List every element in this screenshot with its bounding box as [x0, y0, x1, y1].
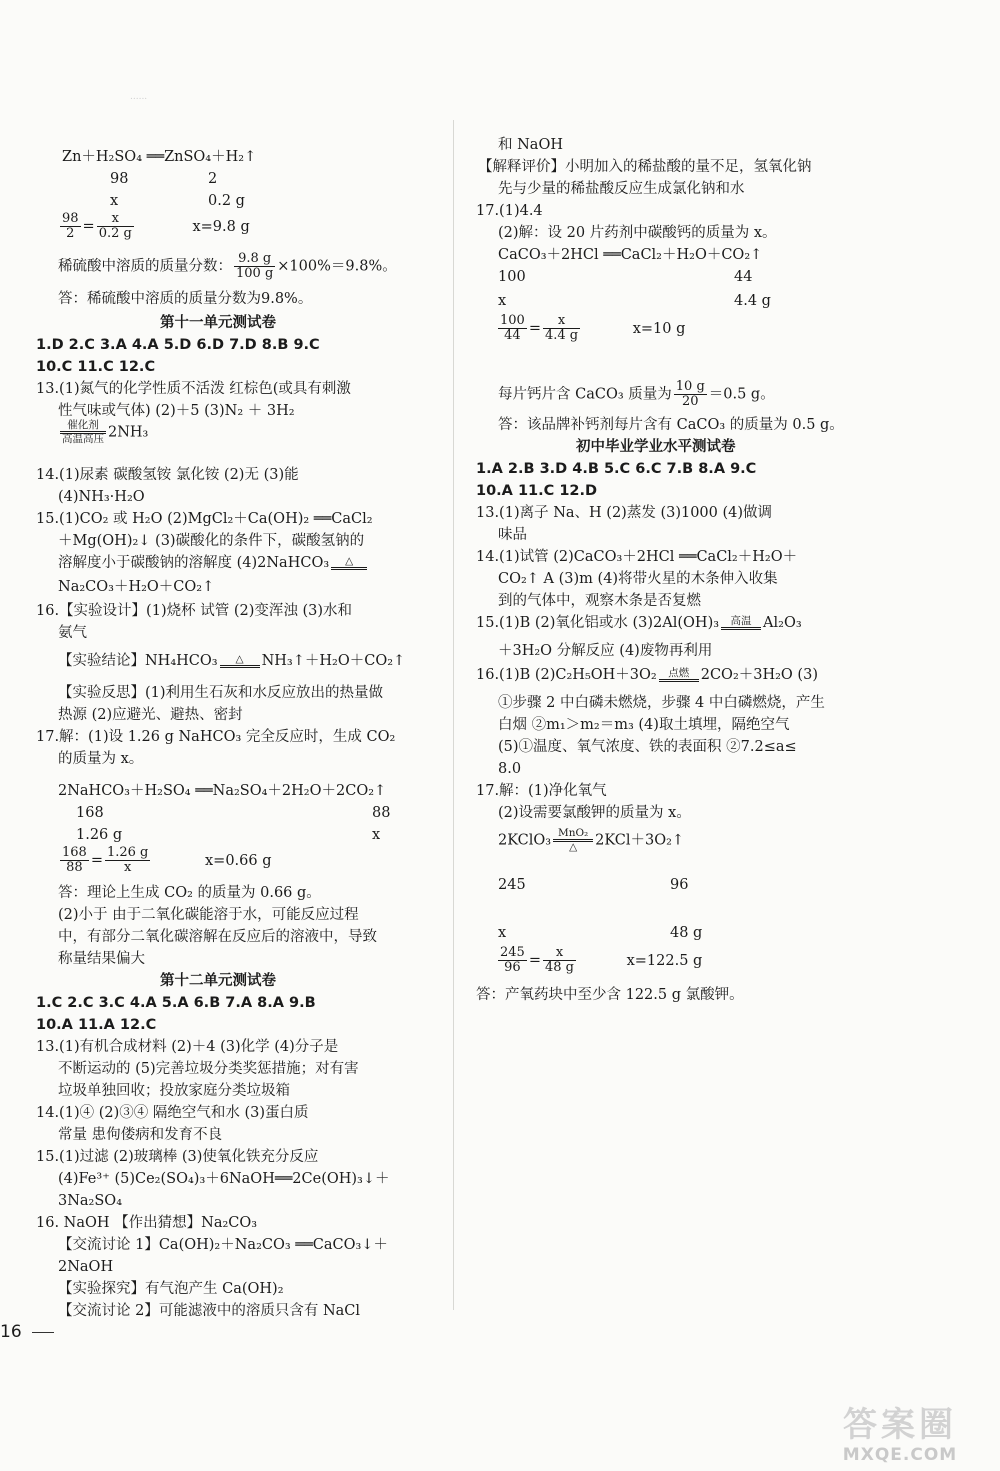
- q15-line2: ＋Mg(OH)₂↓ (3)碳酸化的条件下，碳酸氢钠的: [58, 533, 365, 549]
- mass-2: 2: [208, 171, 218, 187]
- mass-fraction-line: 稀硫酸中溶质的质量分数： $\frac{9.8 g}{100 g}$ ×100%＝9.8%。: [58, 251, 397, 281]
- q17-mass-1.26g: 1.26 g: [76, 827, 123, 843]
- e16-line3: 白烟 ②m₁＞m₂＝m₃ (4)取土填埋，隔绝空气: [498, 717, 790, 733]
- r16-line1: 16. NaOH 【作出猜想】Na₂CO₃: [36, 1215, 258, 1231]
- e14-line3: 到的气体中，观察木条是否复燃: [498, 593, 701, 609]
- e16-line2: ①步骤 2 中白磷未燃烧，步骤 4 中白磷燃烧，产生: [498, 695, 825, 711]
- e17-mass-96: 96: [670, 877, 689, 893]
- q15-line3: 溶解度小于碳酸钠的溶解度 (4)2NaHCO₃ △: [58, 554, 369, 572]
- section-title-final: 初中毕业学业水平测试卷: [576, 439, 736, 455]
- q13-line2: 性气味或气体) (2)＋5 (3)N₂ ＋ 3H₂: [58, 403, 295, 419]
- q17-part2-line2: 中，有部分二氧化碳溶解在反应后的溶液中，导致: [58, 929, 377, 945]
- c-mass-4.4g: 4.4 g: [734, 293, 771, 309]
- e17-line2: (2)设需要氯酸钾的质量为 x。: [498, 805, 691, 821]
- e17-answer: 答：产氧药块中至少含 122.5 g 氯酸钾。: [476, 987, 744, 1003]
- e17-equation: 2KClO₃ MnO₂ △ 2KCl＋3O₂↑: [498, 827, 685, 853]
- final-answers-row-2: 10.A 11.C 12.D: [476, 483, 598, 499]
- r15-line3: 3Na₂SO₄: [58, 1193, 123, 1209]
- r13-line2: 不断运动的 (5)完善垃圾分类奖惩措施；对有害: [58, 1061, 359, 1077]
- e13-line2: 味品: [498, 527, 527, 543]
- e16-line1: 16.(1)B (2)C₂H₅OH＋3O₂ 点燃 2CO₂＋3H₂O (3): [476, 667, 818, 683]
- mass-0.2g: 0.2 g: [208, 193, 245, 209]
- q15-line4: Na₂CO₃＋H₂O＋CO₂↑: [58, 579, 215, 595]
- faint-header-mark: ......: [130, 92, 148, 102]
- answers-row-4: 10.A 11.A 12.C: [36, 1017, 157, 1033]
- r14-line1: 14.(1)④ (2)③④ 隔绝空气和水 (3)蛋白质: [36, 1105, 309, 1121]
- q17-proportion: $\frac{168}{88}$ = $\frac{1.26 g}{x}$ x=0.66 g: [62, 845, 272, 875]
- q17-line2: 的质量为 x。: [58, 751, 144, 767]
- watermark: [810, 1405, 990, 1465]
- q16-line2: 氨气: [58, 625, 87, 641]
- q17-line1: 17.解：(1)设 1.26 g NaHCO₃ 完全反应时，生成 CO₂: [36, 729, 396, 745]
- section-title-unit12: 第十二单元测试卷: [160, 973, 276, 989]
- e16-line4: (5)①温度、氧气浓度、铁的表面积 ②7.2≤a≤: [498, 739, 797, 755]
- q16-line4: 【实验反思】(1)利用生石灰和水反应放出的热量做: [58, 685, 384, 701]
- r15-line2: (4)Fe³⁺ (5)Ce₂(SO₄)₃＋6NaOH══2Ce(OH)₃↓＋: [58, 1171, 390, 1187]
- c-answer: 答：该品牌补钙剂每片含有 CaCO₃ 的质量为 0.5 g。: [498, 417, 844, 433]
- equation-zn: Zn＋H₂SO₄ ══ZnSO₄＋H₂↑: [62, 149, 257, 165]
- section-title-unit11: 第十一单元测试卷: [160, 315, 276, 331]
- e17-mass-245: 245: [498, 877, 526, 893]
- q16-line3: 【实验结论】NH₄HCO₃ △ NH₃↑＋H₂O＋CO₂↑: [58, 653, 406, 669]
- answer-line: 答：稀硫酸中溶质的质量分数为9.8%。: [58, 291, 313, 307]
- e13-line1: 13.(1)离子 Na、H (2)蒸发 (3)1000 (4)做调: [476, 505, 773, 521]
- q16-line5: 热源 (2)应避光、避热、密封: [58, 707, 243, 723]
- r16-line4: 【实验探究】有气泡产生 Ca(OH)₂: [58, 1281, 284, 1297]
- q17-answer: 答：理论上生成 CO₂ 的质量为 0.66 g。: [58, 885, 321, 901]
- q16-line1: 16.【实验设计】(1)烧杯 试管 (2)变浑浊 (3)水和: [36, 603, 353, 619]
- r16-line2: 【交流讨论 1】Ca(OH)₂＋Na₂CO₃ ══CaCO₃↓＋: [58, 1237, 388, 1253]
- c-line2: 【解释评价】小明加入的稀盐酸的量不足，氢氧化钠: [478, 159, 812, 175]
- r13-line1: 13.(1)有机合成材料 (2)＋4 (3)化学 (4)分子是: [36, 1039, 339, 1055]
- e15-line2: ＋3H₂O 分解反应 (4)废物再利用: [498, 643, 713, 659]
- q13-line3: 催化剂 高温高压 2NH₃: [62, 419, 149, 445]
- column-divider: [453, 120, 454, 1310]
- answers-row-1: 1.D 2.C 3.A 4.A 5.D 6.D 7.D 8.B 9.C: [36, 337, 320, 353]
- r15-line1: 15.(1)过滤 (2)玻璃棒 (3)使氧化铁充分反应: [36, 1149, 319, 1165]
- answers-row-2: 10.C 11.C 12.C: [36, 359, 156, 375]
- final-answers-row-1: 1.A 2.B 3.D 4.B 5.C 6.C 7.B 8.A 9.C: [476, 461, 757, 477]
- q17-mass-168: 168: [76, 805, 104, 821]
- q17-var-x: x: [372, 827, 381, 843]
- answers-row-3: 1.C 2.C 3.C 4.A 5.A 6.B 7.A 8.A 9.B: [36, 995, 316, 1011]
- e17-line1: 17.解：(1)净化氧气: [476, 783, 607, 799]
- c-line1: 和 NaOH: [498, 137, 563, 153]
- q17-equation: 2NaHCO₃＋H₂SO₄ ══Na₂SO₄＋2H₂O＋2CO₂↑: [58, 783, 387, 799]
- c-mass-100: 100: [498, 269, 526, 285]
- e17-mass-48g: 48 g: [670, 925, 703, 941]
- e14-line1: 14.(1)试管 (2)CaCO₃＋2HCl ══CaCl₂＋H₂O＋: [476, 549, 798, 565]
- c-proportion: $\frac{100}{44}$ = $\frac{x}{4.4 g}$ x=10 g: [500, 313, 686, 343]
- r16-line5: 【交流讨论 2】可能滤液中的溶质只含有 NaCl: [58, 1303, 361, 1319]
- page-number-dash: [32, 1332, 54, 1333]
- c-per-tablet: 每片钙片含 CaCO₃ 质量为 $\frac{10 g}{20}$ ＝0.5 g。: [498, 379, 775, 409]
- q15-line1: 15.(1)CO₂ 或 H₂O (2)MgCl₂＋Ca(OH)₂ ══CaCl₂: [36, 511, 373, 527]
- c-equation: CaCO₃＋2HCl ══CaCl₂＋H₂O＋CO₂↑: [498, 247, 763, 263]
- q17-part2-line3: 称量结果偏大: [58, 951, 145, 967]
- r16-line3: 2NaOH: [58, 1259, 114, 1275]
- e16-line5: 8.0: [498, 761, 522, 777]
- r13-line3: 垃圾单独回收；投放家庭分类垃圾箱: [58, 1083, 290, 1099]
- r14-line2: 常量 患佝偻病和发育不良: [58, 1127, 223, 1143]
- c-line3: 先与少量的稀盐酸反应生成氯化钠和水: [498, 181, 745, 197]
- proportion-1: $\frac{98}{2}$ = $\frac{x}{0.2 g}$ x=9.8 g: [62, 211, 250, 241]
- e17-proportion: $\frac{245}{96}$ = $\frac{x}{48 g}$ x=122.5 g: [500, 945, 703, 975]
- q14-line1: 14.(1)尿素 碳酸氢铵 氯化铵 (2)无 (3)能: [36, 467, 299, 483]
- c-line5: (2)解：设 20 片药剂中碳酸钙的质量为 x。: [498, 225, 777, 241]
- q17-mass-88: 88: [372, 805, 391, 821]
- q13-line1: 13.(1)氮气的化学性质不活泼 红棕色(或具有刺激: [36, 381, 351, 397]
- watermark-url: MXQE.COM: [842, 1445, 958, 1465]
- watermark-logo: 答案圈: [843, 1405, 957, 1445]
- q14-line2: (4)NH₃·H₂O: [58, 489, 145, 505]
- q17-part2-line1: (2)小于 由于二氧化碳能溶于水，可能反应过程: [58, 907, 359, 923]
- mass-98: 98: [110, 171, 129, 187]
- e17-var-x: x: [498, 925, 507, 941]
- e14-line2: CO₂↑ A (3)m (4)将带火星的木条伸入收集: [498, 571, 778, 587]
- page-number: 16: [0, 1322, 22, 1342]
- var-x: x: [110, 193, 119, 209]
- c-var-x: x: [498, 293, 507, 309]
- c-mass-44: 44: [734, 269, 753, 285]
- c-line4: 17.(1)4.4: [476, 203, 543, 219]
- e15-line1: 15.(1)B (2)氧化铝或水 (3)2Al(OH)₃ 高温 Al₂O₃: [476, 615, 802, 631]
